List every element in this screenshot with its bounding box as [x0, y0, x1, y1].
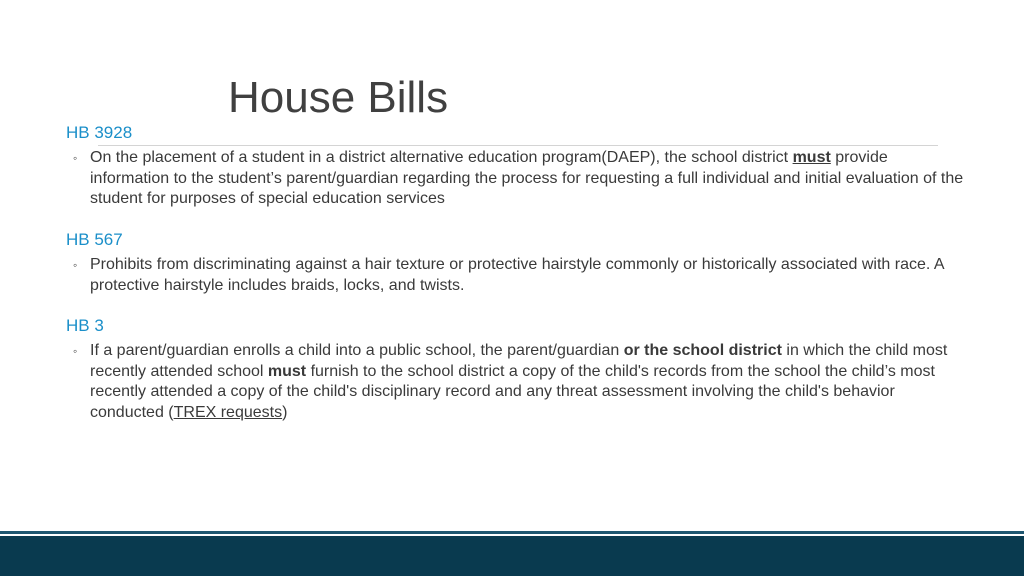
bill-description: Prohibits from discriminating against a hair texture or protective hairstyle commonly or historically associated with race. A protective hairstyle includes braids, locks, and twists. — [90, 256, 944, 294]
bill-description: If a parent/guardian enrolls a child into a public school, the parent/guardian or the school district in which the child most recently attended school must furnish to the school district a copy of the child's records from the school the child’s most recently attended a copy of the child's disciplinary record and any threat assessment involving the child's behavior conducted (TREX requests) — [90, 342, 948, 421]
footer-accent-line — [0, 531, 1024, 534]
trex-requests-link[interactable]: TREX requests — [173, 403, 283, 421]
list-item — [66, 148, 966, 210]
footer-bar — [0, 536, 1024, 576]
bullet-icon: ◦ — [73, 151, 78, 165]
bill-link-hb3[interactable]: HB 3 — [66, 316, 104, 335]
page-title: House Bills — [228, 73, 449, 122]
bullet-icon: ◦ — [73, 344, 78, 358]
bill-link-hb3928[interactable]: HB 3928 — [66, 123, 133, 142]
bill-section-hb3 — [66, 315, 966, 423]
bill-description: On the placement of a student in a district alternative education program(DAEP), the school district must provide information to the student’s parent/guardian regarding the process for requesting a full individual and initial evaluation of the student for purposes of special education services — [90, 149, 964, 208]
bill-section-hb567 — [66, 229, 966, 296]
list-item — [66, 255, 966, 296]
bullet-icon: ◦ — [73, 258, 78, 272]
list-item — [66, 341, 966, 423]
bill-section-hb3928 — [66, 122, 966, 210]
bill-link-hb567[interactable]: HB 567 — [66, 230, 123, 249]
